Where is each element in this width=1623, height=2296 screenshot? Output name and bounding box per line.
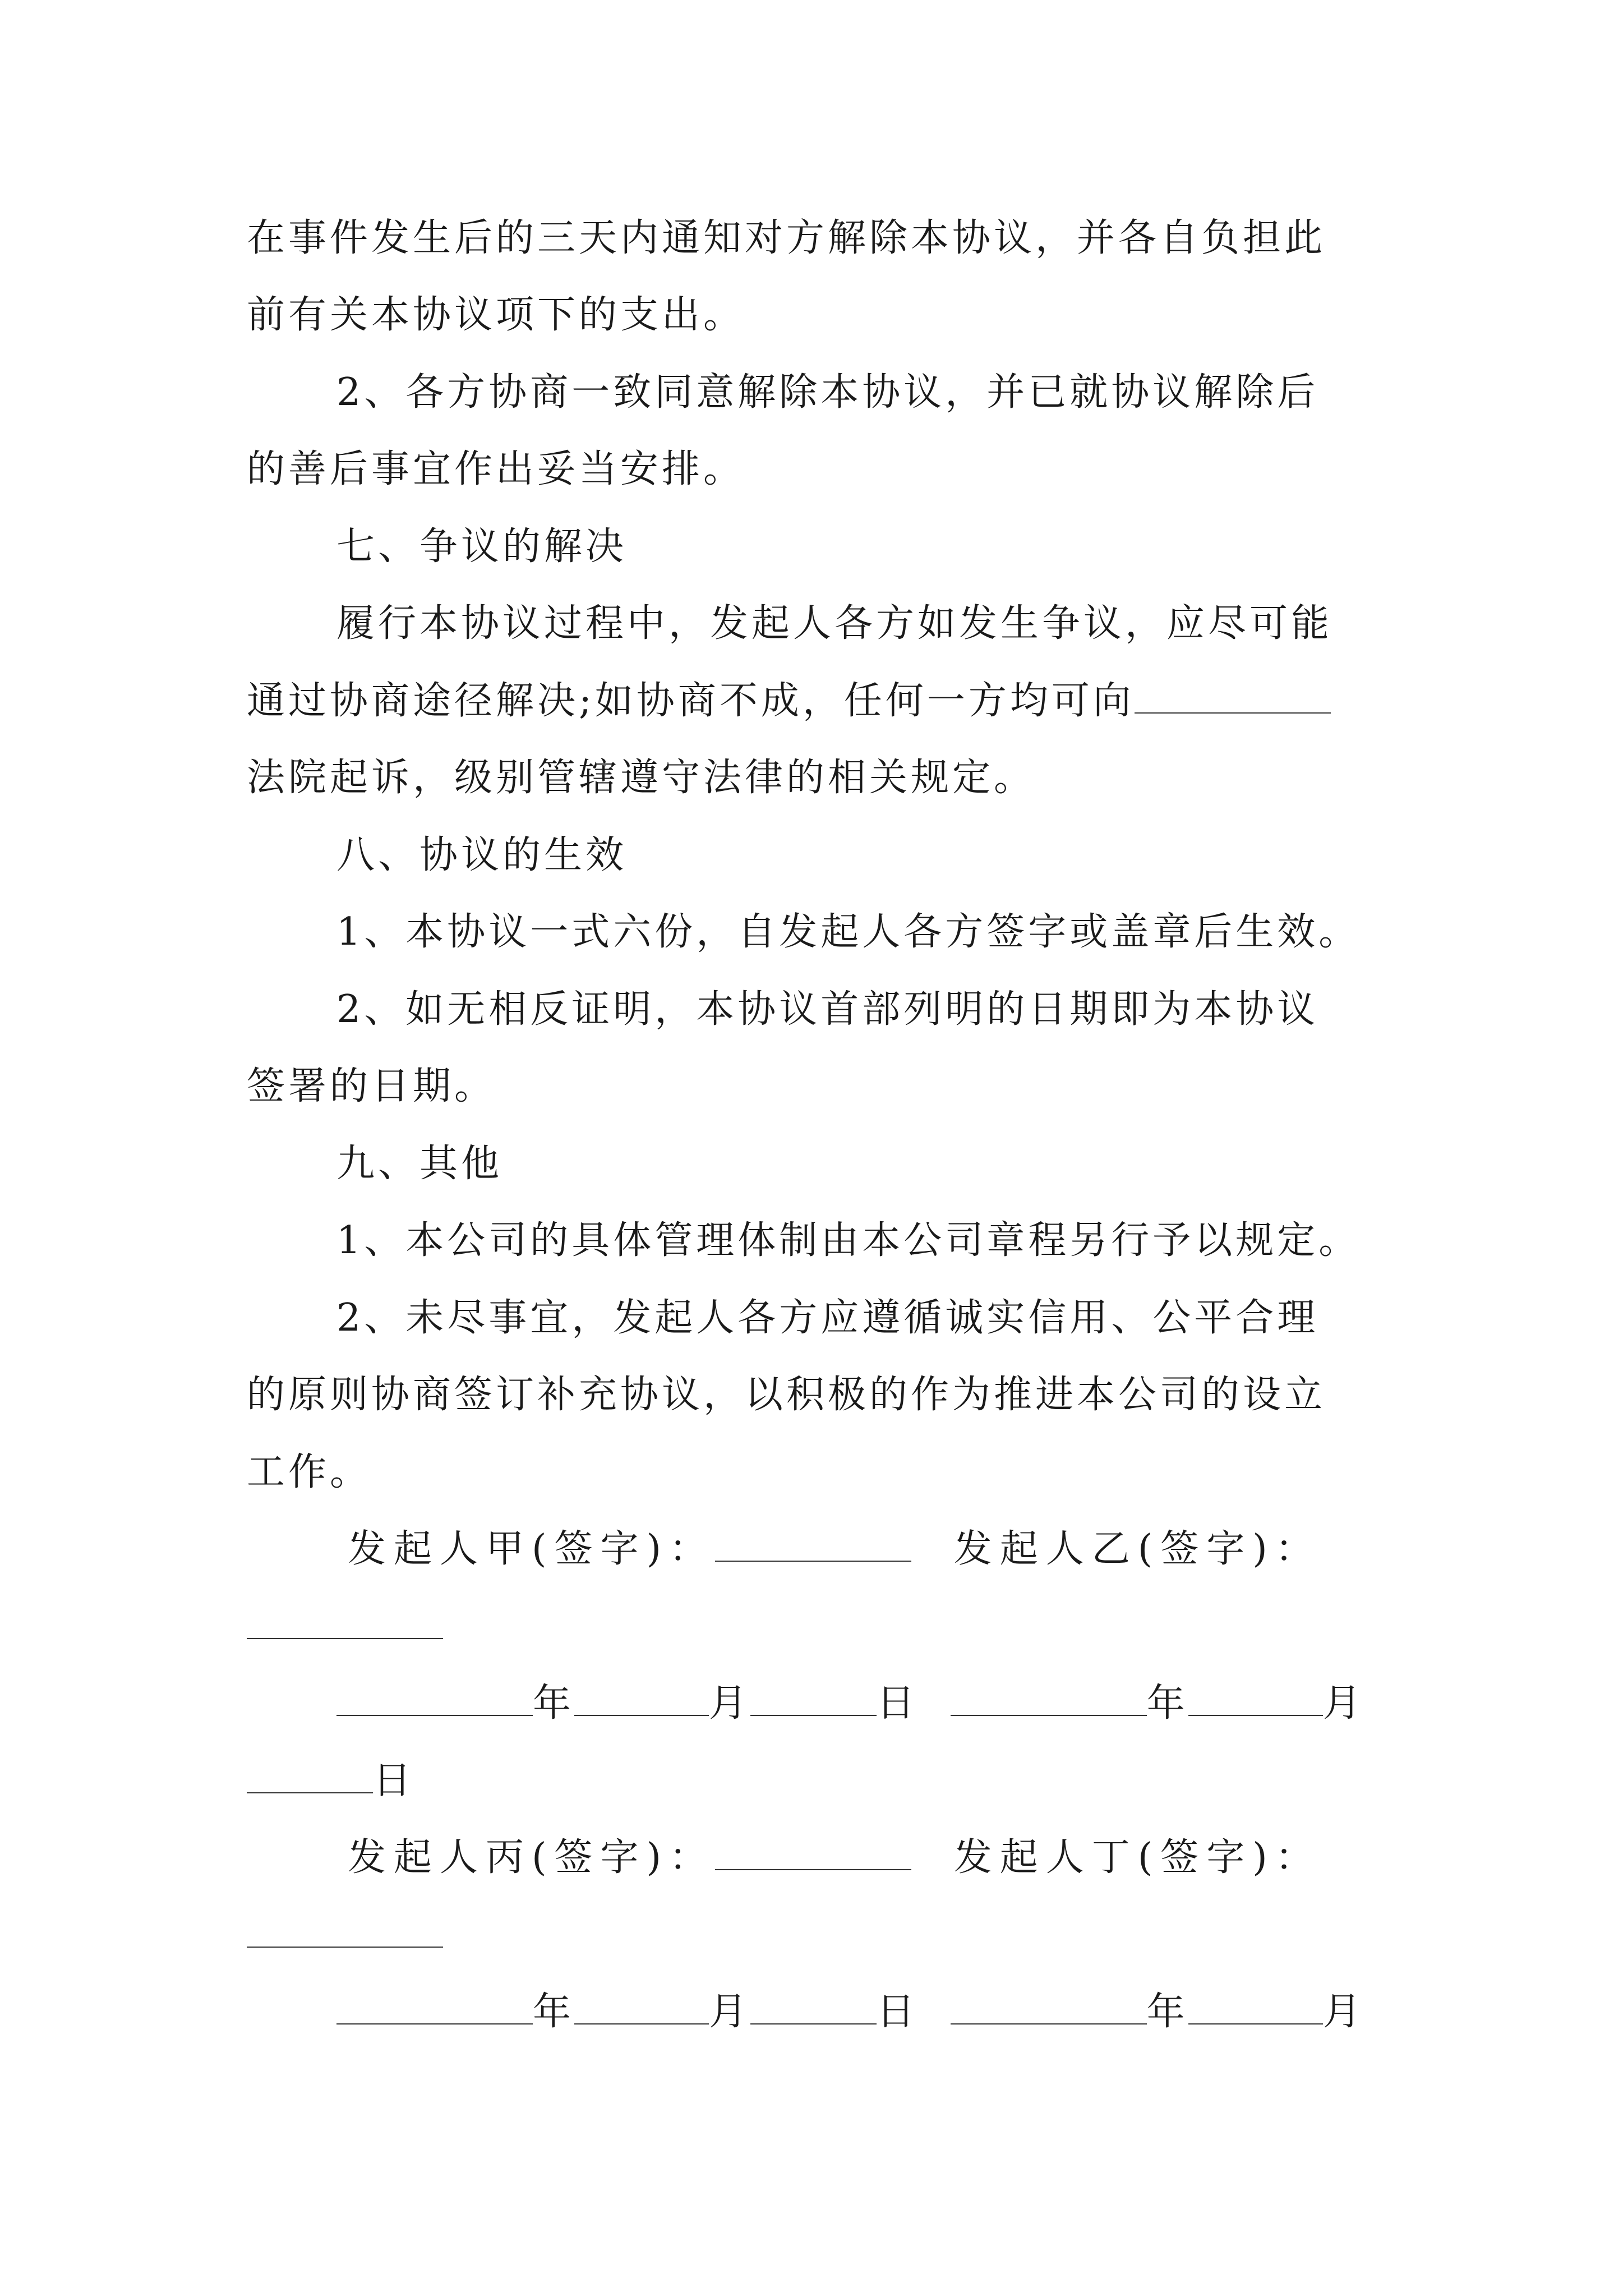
paragraph-line: 在事件发生后的三天内通知对方解除本协议，并各自负担此 (247, 216, 1326, 260)
paragraph-line: 2、各方协商一致同意解除本协议，并已就协议解除后 (336, 370, 1319, 415)
year-blank (951, 1990, 1147, 2024)
day-blank (750, 1990, 877, 2024)
court-blank (1135, 679, 1331, 714)
paragraph-line: 的善后事宜作出妥当安排。 (247, 447, 745, 491)
month-label: 月 (709, 1990, 751, 2034)
month-label: 月 (1322, 1681, 1364, 1726)
year-blank (336, 1681, 533, 1716)
paragraph-line: 法院起诉，级别管辖遵守法律的相关规定。 (247, 756, 1036, 800)
signature-row (348, 1527, 1321, 1572)
signature-blank-b (247, 1604, 443, 1639)
day-blank (247, 1759, 373, 1793)
month-blank (1188, 1990, 1323, 2024)
signature-label-c: 发起人丙(签字)： (348, 1835, 716, 1880)
signature-blank-a (715, 1527, 911, 1562)
year-blank (336, 1990, 533, 2024)
paragraph-line: 工作。 (247, 1450, 372, 1494)
day-label: 日 (877, 1681, 919, 1726)
paragraph-line: 的原则协商签订补充协议，以积极的作为推进本公司的设立 (247, 1373, 1326, 1417)
year-label: 年 (533, 1990, 575, 2034)
signature-continuation (247, 1604, 443, 1649)
section-heading: 七、争议的解决 (336, 524, 628, 569)
signature-continuation (247, 1913, 443, 1958)
paragraph-line: 1、本公司的具体管理体制由本公司章程另行予以规定。 (336, 1218, 1361, 1263)
year-blank (951, 1681, 1147, 1716)
day-label: 日 (373, 1759, 415, 1803)
section-heading: 九、其他 (336, 1142, 503, 1186)
date-row (336, 1990, 1364, 2035)
paragraph-line: 履行本协议过程中，发起人各方如发生争议，应尽可能 (336, 601, 1333, 646)
paragraph-line: 前有关本协议项下的支出。 (247, 293, 745, 337)
month-blank (1188, 1681, 1323, 1716)
day-blank (750, 1681, 877, 1716)
paragraph-line (247, 679, 1331, 724)
paragraph-line: 2、未尽事宜，发起人各方应遵循诚实信用、公平合理 (336, 1296, 1319, 1340)
year-label: 年 (1146, 1990, 1188, 2034)
section-heading: 八、协议的生效 (336, 833, 628, 877)
day-label: 日 (877, 1990, 919, 2034)
month-blank (574, 1681, 709, 1716)
paragraph-line: 签署的日期。 (247, 1064, 496, 1108)
month-label: 月 (709, 1681, 751, 1726)
signature-blank-c (715, 1835, 911, 1870)
signature-blank-d (247, 1913, 443, 1948)
paragraph-text: 通过协商途径解决;如协商不成，任何一方均可向 (247, 679, 1135, 723)
signature-label-d: 发起人丁(签字)： (953, 1835, 1321, 1880)
paragraph-line: 2、如无相反证明，本协议首部列明的日期即为本协议 (336, 987, 1319, 1032)
year-label: 年 (533, 1681, 575, 1726)
signature-label-b: 发起人乙(签字)： (953, 1527, 1321, 1571)
year-label: 年 (1146, 1681, 1188, 1726)
month-label: 月 (1322, 1990, 1364, 2034)
date-row (336, 1681, 1364, 1726)
date-continuation (247, 1759, 414, 1803)
signature-row (348, 1835, 1321, 1880)
month-blank (574, 1990, 709, 2024)
paragraph-line: 1、本协议一式六份，自发起人各方签字或盖章后生效。 (336, 910, 1361, 954)
signature-label-a: 发起人甲(签字)： (348, 1527, 716, 1571)
